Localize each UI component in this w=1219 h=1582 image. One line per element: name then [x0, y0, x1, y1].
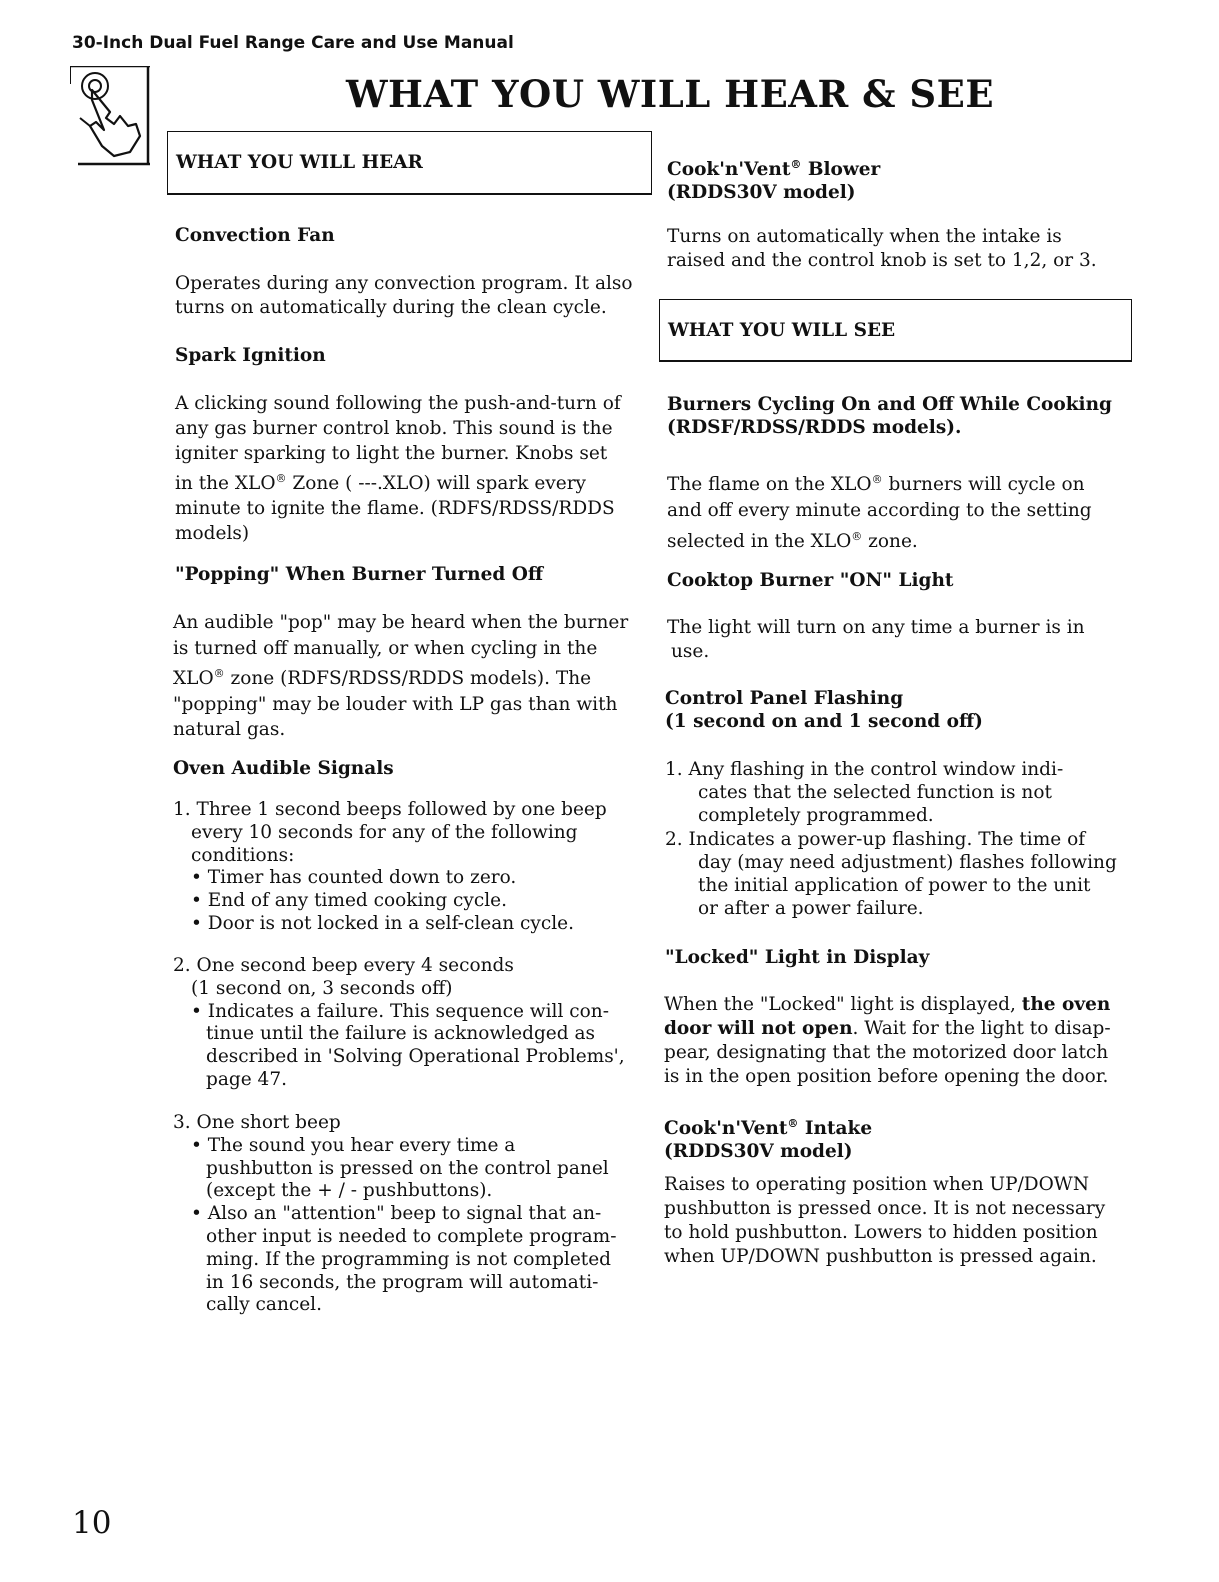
text-line: minute to ignite the flame. (RDFS/RDSS/RDDS: [175, 498, 615, 520]
intake-heading: [664, 1112, 872, 1163]
panel-flashing-item-2: [665, 828, 1117, 920]
text-line: An audible "pop" may be heard when the burner: [173, 612, 629, 633]
oven-signals-item-1: [173, 799, 607, 936]
text-line: models): [175, 523, 250, 545]
text-line: conditions:: [191, 844, 295, 866]
text-line: XLO® zone (RDFS/RDSS/RDDS models). The: [173, 667, 592, 690]
text-line: (except the + / - pushbuttons).: [206, 1180, 493, 1202]
oven-signals-heading: Oven Audible Signals: [173, 758, 394, 779]
text-line: The light will turn on any time a burner is in: [667, 617, 1085, 638]
text-line: ming. If the programming is not completed: [206, 1248, 612, 1270]
heading-line: (RDDS30V model): [664, 1141, 853, 1163]
panel-flashing-item-1: [665, 758, 1063, 827]
text-line: or after a power failure.: [698, 898, 924, 919]
cooktop-light-text: [667, 616, 1085, 663]
oven-signals-item-2: [173, 955, 625, 1092]
heading-line: (1 second on and 1 second off): [665, 711, 983, 732]
text-line: 1. Any flashing in the control window indi-: [665, 759, 1064, 780]
text-line: (1 second on, 3 seconds off): [191, 977, 453, 999]
hand-pointing-button-icon: [70, 66, 150, 166]
text-line: use.: [671, 640, 710, 662]
text-line: The flame on the XLO® burners will cycle on: [667, 473, 1085, 496]
page-number: 10: [72, 1505, 112, 1541]
text-line: • The sound you hear every time a: [191, 1134, 516, 1156]
text-line: to hold pushbutton. Lowers to hidden position: [664, 1222, 1098, 1243]
text-line: tinue until the failure is acknowledged as: [206, 1023, 595, 1045]
text-line: igniter sparking to light the burner. Knobs set: [175, 443, 608, 464]
text-line: described in 'Solving Operational Problems',: [206, 1046, 625, 1068]
spark-ignition-heading: Spark Ignition: [175, 345, 326, 366]
text-line: other input is needed to complete program-: [206, 1225, 617, 1247]
text-line: • Door is not locked in a self-clean cycle.: [191, 912, 574, 934]
burners-cycling-text: [667, 467, 1092, 555]
blower-text: [667, 225, 1097, 272]
text-line: the initial application of power to the unit: [698, 875, 1091, 896]
text-line: any gas burner control knob. This sound is the: [175, 418, 613, 439]
convection-fan-heading: Convection Fan: [175, 225, 335, 246]
blower-heading: [667, 153, 880, 204]
heading-line: Cook'n'Vent® Intake: [664, 1117, 873, 1140]
text-line: cates that the selected function is not: [698, 782, 1052, 803]
intake-text: [664, 1173, 1105, 1269]
text-line: is turned off manually, or when cycling in the: [173, 637, 598, 659]
text-line: turns on automatically during the clean cycle.: [175, 296, 607, 318]
locked-light-heading: "Locked" Light in Display: [665, 947, 930, 968]
burners-cycling-heading: [667, 393, 1112, 439]
text-line: 3. One short beep: [173, 1112, 341, 1133]
hear-section-label: WHAT YOU WILL HEAR: [176, 152, 423, 173]
text-line: every 10 seconds for any of the following: [191, 821, 578, 843]
heading-line: (RDDS30V model): [667, 182, 856, 204]
emphasis-text: the oven: [1021, 994, 1111, 1015]
text-line: "popping" may be louder with LP gas than with: [173, 693, 618, 715]
convection-fan-text: [175, 272, 633, 319]
text-line: page 47.: [206, 1068, 287, 1090]
cooktop-light-heading: Cooktop Burner "ON" Light: [667, 570, 954, 591]
locked-light-text: [664, 993, 1111, 1089]
text-line: 2. One second beep every 4 seconds: [173, 955, 514, 976]
see-section-label: WHAT YOU WILL SEE: [668, 319, 896, 341]
heading-line: Burners Cycling On and Off While Cooking: [667, 394, 1112, 415]
popping-text: [173, 610, 628, 743]
hear-section-box: [167, 131, 652, 195]
text-run: . Wait for the light to disap-: [852, 1018, 1111, 1039]
text-line: in the XLO® Zone ( ---.XLO) will spark every: [175, 472, 586, 495]
text-line: cally cancel.: [206, 1294, 322, 1316]
text-line: pushbutton is pressed on the control panel: [206, 1157, 609, 1179]
heading-line: Cook'n'Vent® Blower: [667, 158, 881, 181]
text-line: in 16 seconds, the program will automati-: [206, 1271, 599, 1293]
text-line: raised and the control knob is set to 1,2, or 3.: [667, 249, 1097, 271]
text-line: A clicking sound following the push-and-turn of: [175, 393, 621, 414]
text-line: 1. Three 1 second beeps followed by one beep: [173, 799, 607, 820]
emphasis-text: door will not open: [664, 1018, 853, 1039]
text-line: Turns on automatically when the intake is: [667, 226, 1062, 247]
popping-heading: "Popping" When Burner Turned Off: [175, 564, 544, 585]
text-line: [664, 993, 1111, 1017]
text-line: Raises to operating position when UP/DOWN: [664, 1174, 1090, 1195]
text-line: Operates during any convection program. It also: [175, 273, 633, 294]
panel-flashing-heading: [665, 687, 983, 733]
text-line: • Timer has counted down to zero.: [191, 867, 517, 889]
text-line: pear, designating that the motorized door latch: [664, 1042, 1109, 1063]
text-run: When the "Locked" light is displayed,: [664, 994, 1022, 1015]
text-line: day (may need adjustment) flashes following: [698, 852, 1117, 873]
text-line: natural gas.: [173, 719, 286, 741]
oven-signals-item-3: [173, 1112, 616, 1317]
page-title: WHAT YOU WILL HEAR & SEE: [345, 72, 995, 116]
text-line: is in the open position before opening the door.: [664, 1066, 1109, 1087]
text-line: when UP/DOWN pushbutton is pressed again.: [664, 1246, 1097, 1267]
heading-line: (RDSF/RDSS/RDDS models).: [667, 417, 962, 438]
text-line: • Also an "attention" beep to signal that an-: [191, 1203, 602, 1225]
text-line: • End of any timed cooking cycle.: [191, 890, 507, 912]
see-section-box: [659, 299, 1132, 362]
document-header: 30-Inch Dual Fuel Range Care and Use Manual: [72, 33, 514, 53]
spark-ignition-text: [175, 391, 621, 546]
text-line: 2. Indicates a power-up flashing. The time of: [665, 829, 1086, 850]
text-line: • Indicates a failure. This sequence will con-: [191, 1000, 609, 1022]
text-line: [664, 1017, 1111, 1041]
heading-line: Control Panel Flashing: [665, 688, 904, 709]
text-line: completely programmed.: [698, 805, 934, 826]
text-line: and off every minute according to the setting: [667, 500, 1092, 522]
text-line: selected in the XLO® zone.: [667, 530, 918, 553]
text-line: pushbutton is pressed once. It is not necessary: [664, 1198, 1106, 1219]
